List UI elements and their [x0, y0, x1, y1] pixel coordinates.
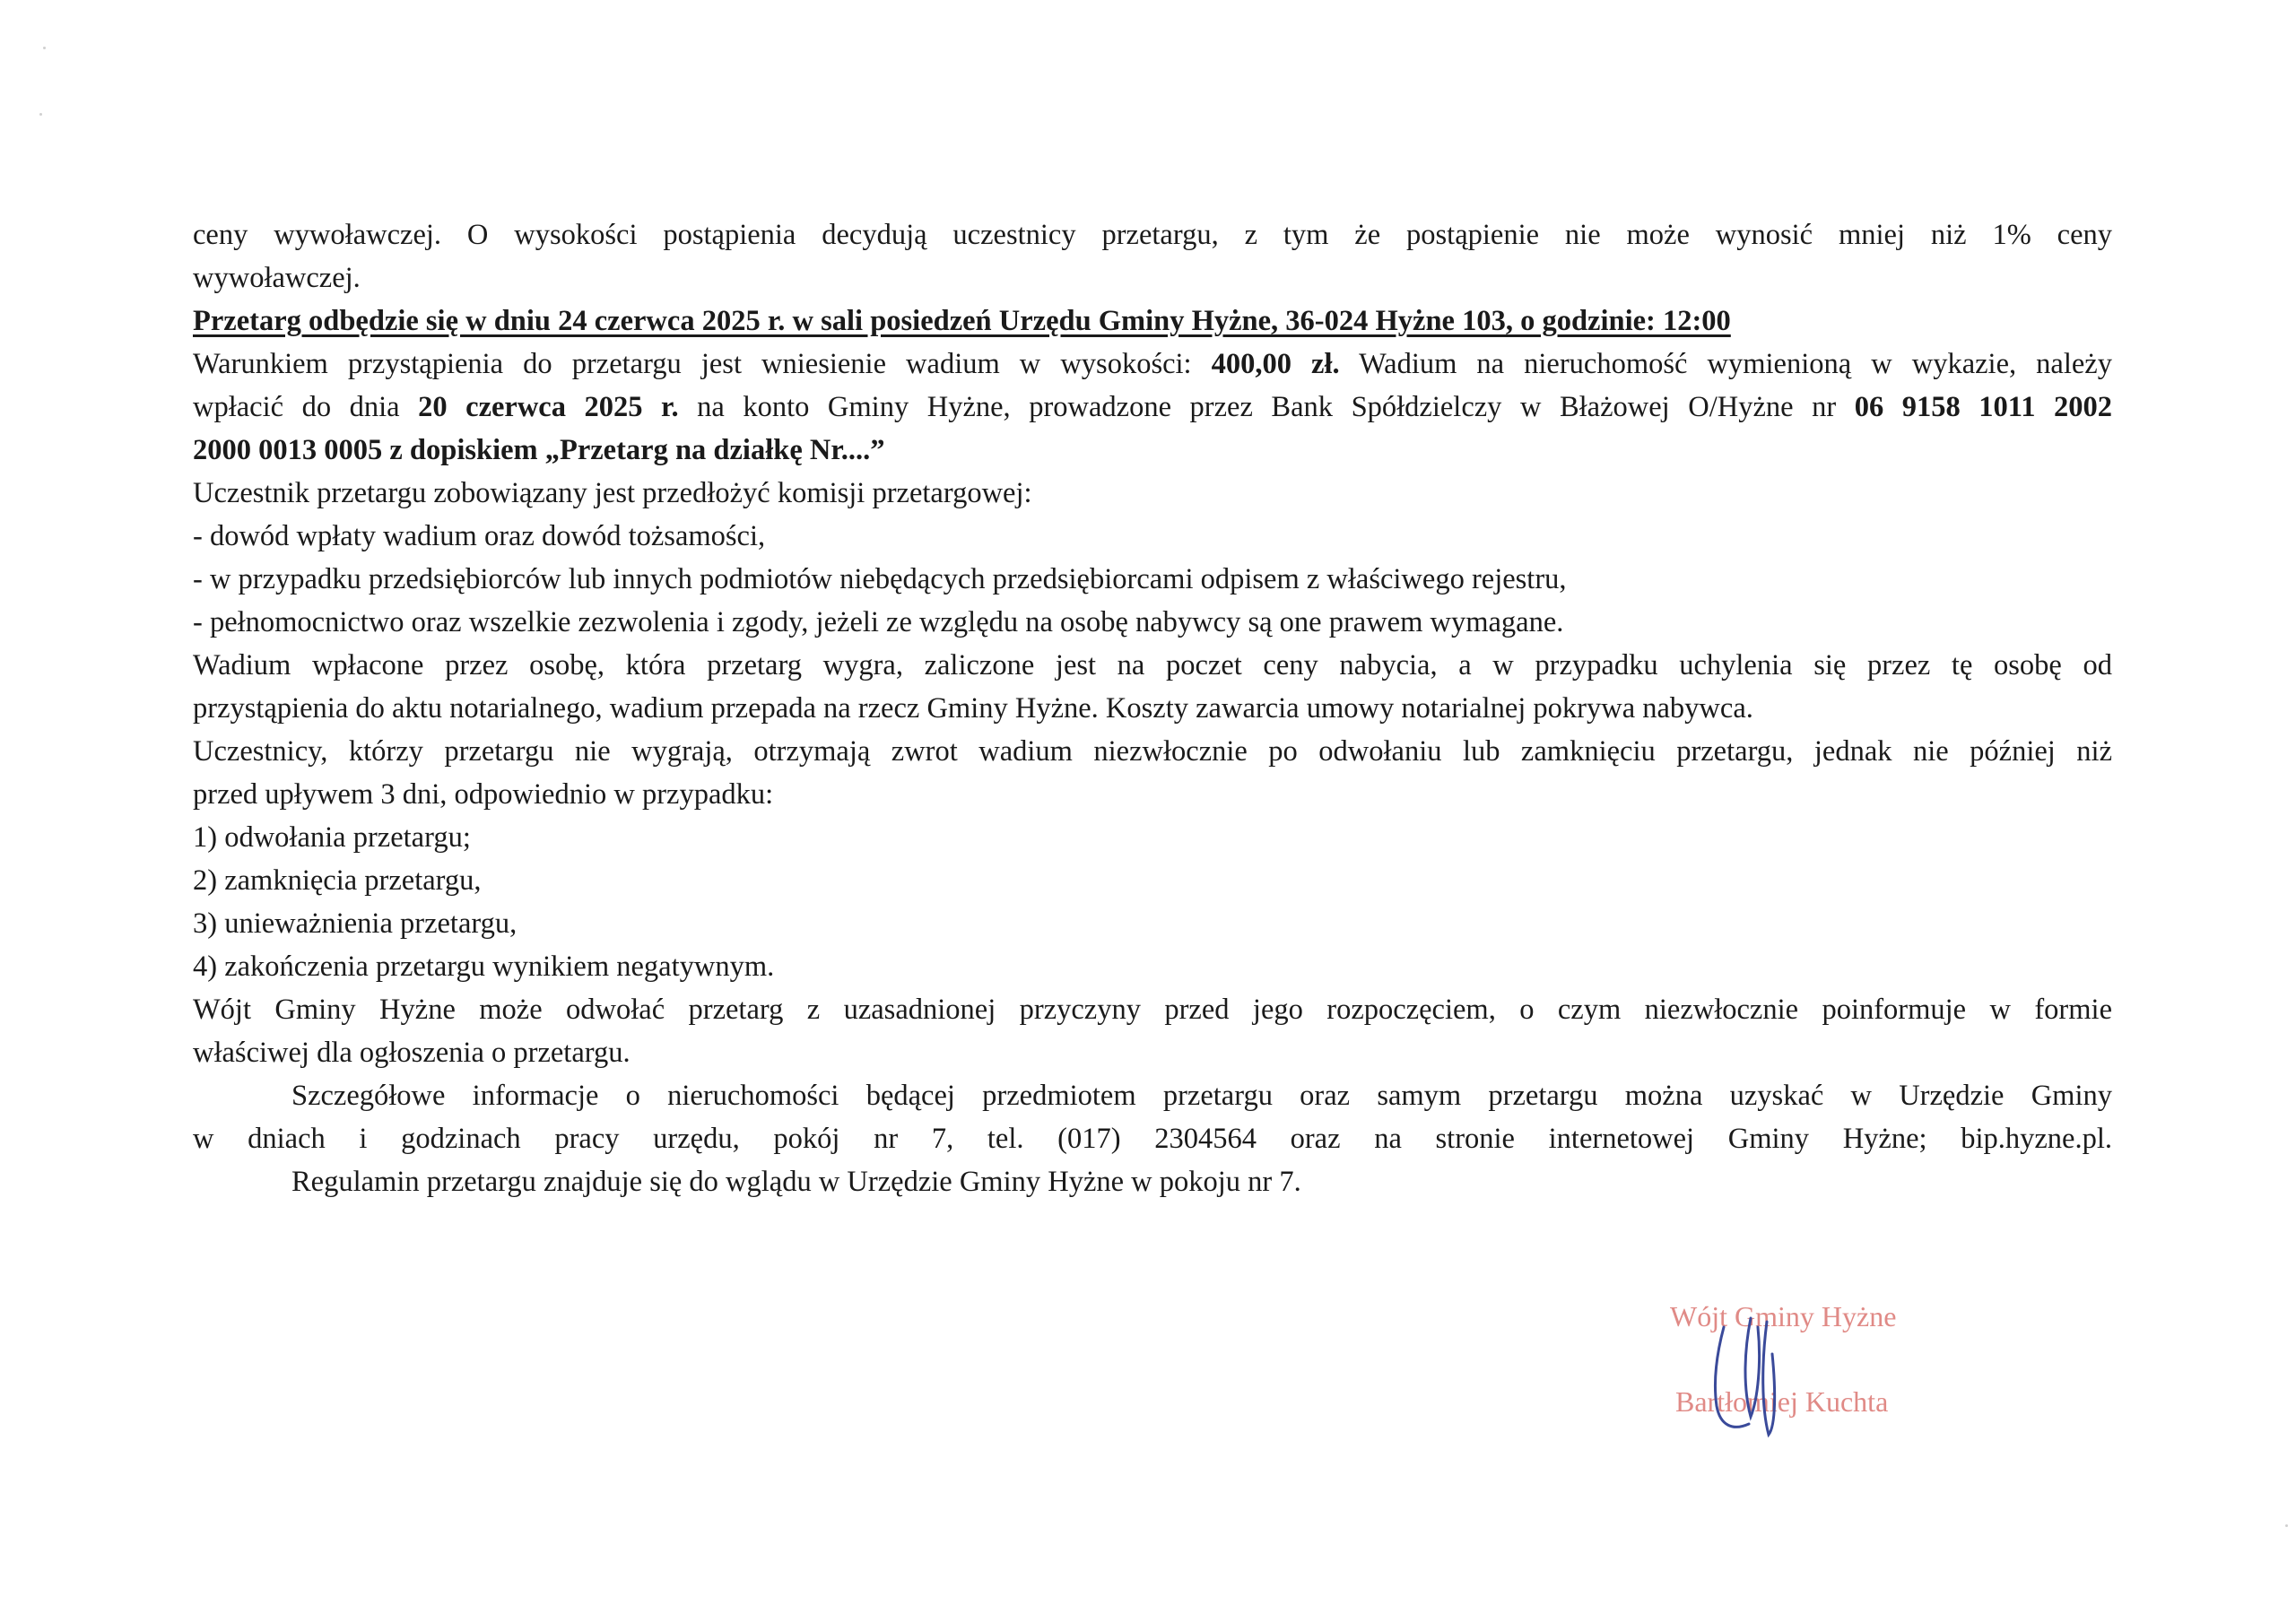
signature-stamp [1650, 1291, 1973, 1453]
text-line [193, 386, 2112, 429]
text-line: Szczegółowe informacje o nieruchomości będącej przedmiotem przetargu oraz samym przetargu można uzyskać w Urzędzie Gminy [291, 1080, 2112, 1112]
scan-mark-3 [2285, 1524, 2288, 1527]
text-run: na konto Gminy Hyżne, prowadzone przez Bank Spółdzielczy w Błażowej O/Hyżne nr [678, 391, 1855, 423]
text-run: Warunkiem przystąpienia do przetargu jest wniesienie wadium w wysokości: [193, 348, 1212, 380]
text-line: 3) unieważnienia przetargu, [193, 907, 517, 940]
scan-mark-2 [39, 113, 42, 116]
handwritten-signature [1650, 1291, 1973, 1453]
bold-text: 400,00 zł. [1211, 348, 1340, 380]
bold-text: 06 9158 1011 2002 [1854, 391, 2112, 423]
text-line: - dowód wpłaty wadium oraz dowód tożsamości, [193, 520, 766, 552]
document-body [193, 213, 2112, 1203]
text-line: wywoławczej. [193, 262, 361, 294]
text-run: Wadium na nieruchomość wymienioną w wykazie, należy [1339, 348, 2112, 380]
text-line: w dniach i godzinach pracy urzędu, pokój nr 7, tel. (017) 2304564 oraz na stronie internetowej Gminy Hyżne; bip.hyzne.pl. [193, 1123, 2112, 1155]
text-line: przystąpienia do aktu notarialnego, wadium przepada na rzecz Gminy Hyżne. Koszty zawarcia umowy notarialnej pokrywa nabywca. [193, 692, 1753, 725]
signature-name: Bartłomiej Kuchta [1675, 1385, 1889, 1418]
text-line: właściwej dla ogłoszenia o przetargu. [193, 1037, 631, 1069]
text-line: Uczestnicy, którzy przetargu nie wygrają, otrzymają zwrot wadium niezwłocznie po odwołaniu lub zamknięciu przetargu, jednak nie później niż [193, 735, 2112, 768]
text-line: Regulamin przetargu znajduje się do wglądu w Urzędzie Gminy Hyżne w pokoju nr 7. [291, 1166, 1301, 1198]
text-line: 2) zamknięcia przetargu, [193, 864, 482, 897]
bold-text: 20 czerwca 2025 r. [418, 391, 679, 423]
text-run: wpłacić do dnia [193, 391, 419, 423]
text-line: - pełnomocnictwo oraz wszelkie zezwolenia i zgody, jeżeli ze względu na osobę nabywcy są one prawem wymagane. [193, 606, 1564, 638]
text-line: 1) odwołania przetargu; [193, 821, 471, 854]
text-line: ceny wywoławczej. O wysokości postąpienia decydują uczestnicy przetargu, z tym że postąpienie nie może wynosić mniej niż 1% ceny [193, 219, 2112, 251]
text-line: Przetarg odbędzie się w dniu 24 czerwca 2025 r. w sali posiedzeń Urzędu Gminy Hyżne, 36-024 Hyżne 103, o godzinie: 12:00 [193, 305, 1731, 337]
text-line: Wójt Gminy Hyżne może odwołać przetarg z uzasadnionej przyczyny przed jego rozpoczęciem, o czym niezwłocznie poinformuje w formie [193, 994, 2112, 1026]
text-line: Uczestnik przetargu zobowiązany jest przedłożyć komisji przetargowej: [193, 477, 1032, 509]
text-line: przed upływem 3 dni, odpowiednio w przypadku: [193, 778, 774, 811]
text-line: - w przypadku przedsiębiorców lub innych podmiotów niebędących przedsiębiorcami odpisem z właściwego rejestru, [193, 563, 1567, 595]
text-line: 2000 0013 0005 z dopiskiem „Przetarg na działkę Nr....” [193, 434, 885, 466]
scan-mark-1 [43, 47, 46, 49]
text-line: 4) zakończenia przetargu wynikiem negatywnym. [193, 950, 775, 983]
text-line [193, 343, 2112, 386]
signature-title: Wójt Gminy Hyżne [1670, 1300, 1897, 1332]
text-line: Wadium wpłacone przez osobę, która przetarg wygra, zaliczone jest na poczet ceny nabycia, a w przypadku uchylenia się przez tę osobę od [193, 649, 2112, 681]
